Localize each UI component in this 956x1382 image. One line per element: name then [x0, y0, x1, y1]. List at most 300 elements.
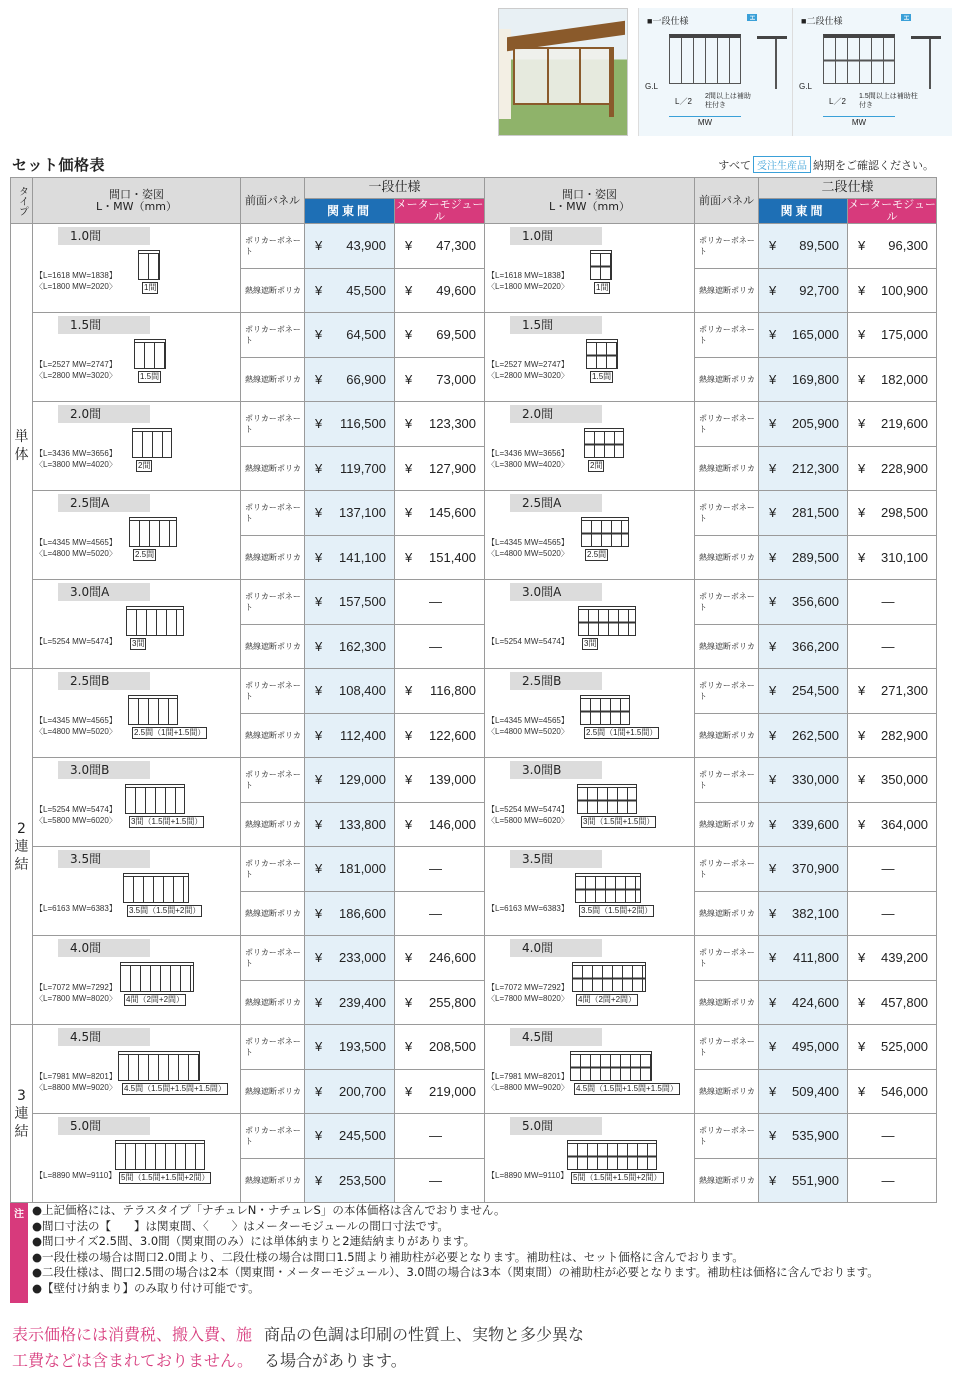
- price-kanto: [305, 713, 395, 758]
- price-value: —: [429, 594, 442, 610]
- type-char: 連: [14, 1105, 29, 1122]
- price-value: 310,100: [881, 549, 929, 565]
- size-dimensions: [35, 270, 117, 292]
- size-cell: [485, 402, 695, 491]
- yen-symbol: ¥: [315, 772, 323, 788]
- price-kanto: [759, 936, 848, 981]
- price-value: 246,600: [429, 950, 477, 966]
- size-label: 2.5間B: [510, 672, 602, 690]
- panel-type: 熱線遮断ポリカ: [241, 535, 305, 580]
- price-kanto: [759, 224, 848, 269]
- frame-diagram: [570, 1051, 678, 1095]
- price-value: 69,500: [436, 327, 477, 343]
- yen-symbol: ¥: [769, 238, 777, 254]
- table-row: [11, 1025, 937, 1070]
- price-value: —: [881, 905, 895, 921]
- yen-symbol: ¥: [405, 772, 413, 788]
- dimension-line: 【L=6163 MW=6383】: [487, 904, 569, 913]
- price-kanto: [305, 980, 395, 1025]
- price-value: 262,500: [792, 727, 840, 743]
- size-label: 1.0間: [58, 227, 150, 245]
- size-label: 4.5間: [510, 1028, 602, 1046]
- price-value: 49,600: [436, 282, 477, 298]
- price-value: 254,500: [792, 683, 840, 699]
- yen-symbol: ¥: [769, 638, 777, 654]
- panel-type: ポリカーボネート: [241, 936, 305, 981]
- yen-symbol: ¥: [769, 594, 777, 610]
- frame-diagram: [128, 695, 206, 739]
- notes-badge: 注: [10, 1203, 28, 1303]
- price-meter-module: [848, 1158, 937, 1203]
- dimension-line: 〈L=2800 MW=3020〉: [35, 371, 117, 380]
- size-dimensions: [35, 1170, 116, 1181]
- yen-symbol: ¥: [315, 371, 323, 387]
- price-meter-module: [848, 580, 937, 625]
- yen-symbol: ¥: [858, 727, 866, 743]
- price-meter-module: [848, 980, 937, 1025]
- panel-type: 熱線遮断ポリカ: [695, 891, 759, 936]
- yen-symbol: ¥: [858, 371, 866, 387]
- panel-type: ポリカーボネート: [241, 402, 305, 447]
- table-row: [11, 847, 937, 892]
- frame-diagram: [590, 250, 612, 294]
- price-value: 146,000: [429, 816, 477, 832]
- yen-symbol: ¥: [858, 1039, 866, 1055]
- price-meter-module: [848, 313, 937, 358]
- size-cell: [33, 224, 241, 313]
- price-value: 119,700: [339, 460, 386, 476]
- price-kanto: [305, 624, 395, 669]
- price-meter-module: [395, 446, 485, 491]
- yen-symbol: ¥: [769, 282, 777, 298]
- price-kanto: [305, 224, 395, 269]
- price-meter-module: [848, 357, 937, 402]
- yen-symbol: ¥: [858, 683, 866, 699]
- dimension-line: 【L=3436 MW=3656】: [487, 449, 569, 458]
- price-value: 64,500: [346, 327, 386, 343]
- size-label: 3.0間A: [58, 583, 150, 601]
- panel-type: 熱線遮断ポリカ: [241, 446, 305, 491]
- price-kanto: [759, 758, 848, 803]
- panel-type: ポリカーボネート: [695, 402, 759, 447]
- price-meter-module: [848, 1069, 937, 1114]
- price-value: 495,000: [792, 1039, 840, 1055]
- tax-disclaimer: 表示価格には消費税、搬入費、施工費などは含まれておりません。: [12, 1325, 253, 1370]
- diagram-caption: 3間（1.5間+1.5間）: [131, 817, 203, 826]
- yen-symbol: ¥: [858, 238, 866, 254]
- price-value: 145,600: [429, 505, 477, 521]
- yen-symbol: ¥: [405, 1083, 413, 1099]
- yen-symbol: ¥: [315, 638, 323, 654]
- size-label: 1.5間: [58, 316, 150, 334]
- yen-symbol: ¥: [315, 238, 323, 254]
- dimension-line: 【L=2527 MW=2747】: [487, 360, 569, 369]
- price-kanto: [759, 847, 848, 892]
- yen-symbol: ¥: [769, 950, 777, 966]
- price-value: —: [429, 1128, 442, 1144]
- price-value: 219,600: [881, 416, 929, 432]
- dimension-line: 〈L=1800 MW=2020〉: [487, 282, 569, 291]
- size-cell: [33, 580, 241, 669]
- diagram-caption: 3.5間（1.5間+2間）: [581, 906, 653, 915]
- yen-symbol: ¥: [769, 371, 777, 387]
- price-value: 350,000: [881, 772, 929, 788]
- panel-type: 熱線遮断ポリカ: [241, 268, 305, 313]
- frame-diagram: [126, 606, 184, 650]
- price-meter-module: [395, 313, 485, 358]
- price-value: 162,300: [339, 638, 386, 654]
- made-to-order-tag: 受注生産品: [753, 156, 811, 173]
- diagram-caption: 5間（1.5間+1.5間+2間）: [573, 1173, 662, 1182]
- yen-symbol: ¥: [769, 416, 777, 432]
- note-item: ● 間口サイズ2.5間、3.0間（関東間のみ）には単体納まりと2連結納まりがあります。: [32, 1234, 936, 1250]
- price-meter-module: [848, 491, 937, 536]
- panel-type: ポリカーボネート: [241, 491, 305, 536]
- yen-symbol: ¥: [315, 282, 323, 298]
- price-value: —: [881, 1172, 895, 1188]
- price-meter-module: [395, 1114, 485, 1159]
- price-kanto: [305, 1069, 395, 1114]
- price-value: 212,300: [792, 460, 840, 476]
- price-value: 551,900: [792, 1172, 840, 1188]
- frame-diagram: [577, 784, 655, 828]
- price-value: 133,800: [339, 816, 386, 832]
- yen-symbol: ¥: [769, 460, 777, 476]
- yen-symbol: ¥: [315, 416, 323, 432]
- yen-symbol: ¥: [315, 327, 323, 343]
- panel-type: 熱線遮断ポリカ: [241, 713, 305, 758]
- price-kanto: [305, 313, 395, 358]
- type-char: 体: [14, 447, 29, 463]
- price-kanto: [305, 758, 395, 803]
- one-spec-header: 一段仕様: [305, 178, 485, 199]
- panel-type: 熱線遮断ポリカ: [241, 891, 305, 936]
- diagram-caption: 5間（1.5間+1.5間+2間）: [121, 1173, 210, 1182]
- price-value: 186,600: [339, 905, 386, 921]
- note-item: ● 二段仕様は、間口2.5間の場合は2本（関東間・メーターモジュール）、3.0間の場合は3本（関東間）の補助柱が必要となります。補助柱は価格に含んでおります。: [32, 1265, 936, 1281]
- panel-type: 熱線遮断ポリカ: [695, 357, 759, 402]
- diagram-caption: 1間: [596, 283, 609, 292]
- yen-symbol: ¥: [315, 950, 323, 966]
- size-cell: [33, 847, 241, 936]
- price-value: 411,800: [792, 950, 840, 966]
- panel-type: ポリカーボネート: [695, 758, 759, 803]
- price-kanto: [305, 1158, 395, 1203]
- yen-symbol: ¥: [769, 1083, 777, 1099]
- price-kanto: [305, 891, 395, 936]
- diagram-caption: 2.5間（1間+1.5間）: [586, 728, 658, 737]
- size-label: 2.5間A: [58, 494, 150, 512]
- price-value: 141,100: [339, 549, 386, 565]
- dimension-line: 〈L=4800 MW=5020〉: [487, 549, 569, 558]
- size-cell: [33, 1114, 241, 1203]
- yen-symbol: ¥: [769, 994, 777, 1010]
- yen-symbol: ¥: [315, 727, 323, 743]
- frame-diagram: [581, 517, 629, 561]
- yen-symbol: ¥: [769, 772, 777, 788]
- price-value: 108,400: [339, 683, 386, 699]
- price-value: 165,000: [792, 327, 840, 343]
- size-cell: [33, 313, 241, 402]
- yen-symbol: ¥: [405, 683, 413, 699]
- price-meter-module: [395, 580, 485, 625]
- price-kanto: [305, 669, 395, 714]
- panel-type: 熱線遮断ポリカ: [695, 1158, 759, 1203]
- price-value: 122,600: [429, 727, 477, 743]
- size-label: 3.0間B: [510, 761, 602, 779]
- frame-diagram: [115, 1140, 210, 1184]
- price-value: —: [429, 1172, 442, 1188]
- size-dimensions: [35, 1071, 117, 1093]
- table-row: [11, 758, 937, 803]
- dimension-line: 【L=8890 MW=9110】: [487, 1171, 569, 1180]
- yen-symbol: ¥: [858, 950, 866, 966]
- diagram-caption: 4間（2間+2間）: [126, 995, 185, 1004]
- kanto-header: 関東間: [305, 199, 395, 224]
- yen-symbol: ¥: [858, 460, 866, 476]
- table-row: [11, 313, 937, 358]
- panel-type: 熱線遮断ポリカ: [695, 1069, 759, 1114]
- yen-symbol: ¥: [315, 1128, 323, 1144]
- price-value: 282,900: [881, 727, 929, 743]
- price-value: 424,600: [792, 994, 840, 1010]
- size-label: 2.0間: [510, 405, 602, 423]
- table-row: [11, 224, 937, 269]
- yen-symbol: ¥: [769, 816, 777, 832]
- dimension-line: 【L=7981 MW=8201】: [35, 1072, 117, 1081]
- yen-symbol: ¥: [769, 727, 777, 743]
- price-value: 228,900: [881, 460, 929, 476]
- size-cell: [33, 936, 241, 1025]
- size-dimensions: [487, 1170, 568, 1181]
- panel-type: ポリカーボネート: [695, 669, 759, 714]
- frame-diagram: [120, 962, 194, 1006]
- panel-type: ポリカーボネート: [241, 1114, 305, 1159]
- size-label: 3.0間A: [510, 583, 602, 601]
- price-kanto: [759, 402, 848, 447]
- dimension-line: 【L=4345 MW=4565】: [487, 716, 569, 725]
- size-label: 5.0間: [58, 1117, 150, 1135]
- size-dimensions: [487, 804, 569, 826]
- size-dimensions: [35, 359, 117, 381]
- yen-symbol: ¥: [315, 861, 323, 877]
- type-char: 3: [17, 1087, 26, 1104]
- size-label: 3.5間: [510, 850, 602, 868]
- price-value: 546,000: [881, 1083, 929, 1099]
- price-kanto: [305, 268, 395, 313]
- price-value: 169,800: [792, 371, 840, 387]
- price-value: —: [429, 861, 442, 877]
- size-dimensions: [35, 448, 117, 470]
- price-meter-module: [848, 268, 937, 313]
- yen-symbol: ¥: [769, 683, 777, 699]
- yen-symbol: ¥: [315, 683, 323, 699]
- size-dimensions: [487, 359, 569, 381]
- yen-symbol: ¥: [405, 950, 413, 966]
- yen-symbol: ¥: [405, 238, 413, 254]
- price-value: 366,200: [792, 638, 840, 654]
- type-char: 結: [14, 1123, 29, 1140]
- yen-symbol: ¥: [769, 1039, 777, 1055]
- price-meter-module: [395, 847, 485, 892]
- dimension-line: 〈L=4800 MW=5020〉: [487, 727, 569, 736]
- dimension-line: 【L=4345 MW=4565】: [35, 716, 117, 725]
- diagram-caption: 3.5間（1.5間+2間）: [129, 906, 201, 915]
- size-dimensions: [487, 448, 569, 470]
- price-meter-module: [848, 713, 937, 758]
- size-header: 間口・姿図 L・MW（mm）: [33, 178, 241, 224]
- price-value: 100,900: [881, 282, 929, 298]
- yen-symbol: ¥: [769, 1172, 777, 1188]
- dimension-line: 【L=4345 MW=4565】: [35, 538, 117, 547]
- price-meter-module: [395, 1069, 485, 1114]
- price-kanto: [759, 713, 848, 758]
- size-dimensions: [35, 804, 117, 826]
- price-meter-module: [395, 936, 485, 981]
- price-value: 151,400: [429, 549, 477, 565]
- size-dimensions: [487, 903, 569, 914]
- yen-symbol: ¥: [315, 594, 323, 610]
- price-meter-module: [848, 891, 937, 936]
- size-dimensions: [35, 636, 117, 647]
- yen-symbol: ¥: [405, 1039, 413, 1055]
- panel-type: 熱線遮断ポリカ: [241, 1069, 305, 1114]
- diagram-caption: 4.5間（1.5間+1.5間+1.5間）: [576, 1084, 678, 1093]
- price-value: 43,900: [346, 238, 386, 254]
- price-value: 92,700: [799, 282, 840, 298]
- panel-type: 熱線遮断ポリカ: [241, 980, 305, 1025]
- yen-symbol: ¥: [769, 549, 777, 565]
- price-kanto: [759, 446, 848, 491]
- frame-diagram: [134, 339, 166, 383]
- size-label: 2.0間: [58, 405, 150, 423]
- panel-type: ポリカーボネート: [695, 224, 759, 269]
- price-value: 116,800: [429, 683, 477, 699]
- panel-type: ポリカーボネート: [241, 669, 305, 714]
- yen-symbol: ¥: [315, 1039, 323, 1055]
- dimension-line: 【L=1618 MW=1838】: [35, 271, 117, 280]
- price-kanto: [759, 1069, 848, 1114]
- price-value: 200,700: [339, 1083, 386, 1099]
- frame-diagram: [132, 428, 172, 472]
- kanto-header-2: 関東間: [759, 199, 848, 224]
- diagram-caption: 1.5間: [592, 372, 612, 381]
- price-value: 255,800: [429, 994, 477, 1010]
- price-kanto: [305, 1025, 395, 1070]
- yen-symbol: ¥: [405, 416, 413, 432]
- panel-header-2: 前面パネル: [695, 178, 759, 224]
- dimension-line: 【L=8890 MW=9110】: [35, 1171, 117, 1180]
- price-kanto: [759, 357, 848, 402]
- yen-symbol: ¥: [405, 549, 413, 565]
- price-kanto: [305, 1114, 395, 1159]
- price-value: 89,500: [799, 238, 840, 254]
- price-kanto: [305, 847, 395, 892]
- price-meter-module: [848, 1025, 937, 1070]
- price-meter-module: [395, 402, 485, 447]
- price-kanto: [759, 669, 848, 714]
- price-value: 112,400: [339, 727, 386, 743]
- price-meter-module: [848, 847, 937, 892]
- panel-type: 熱線遮断ポリカ: [241, 357, 305, 402]
- dimension-line: 〈L=2800 MW=3020〉: [487, 371, 569, 380]
- yen-symbol: ¥: [769, 327, 777, 343]
- price-kanto: [305, 535, 395, 580]
- yen-symbol: ¥: [315, 505, 323, 521]
- yen-symbol: ¥: [405, 460, 413, 476]
- price-kanto: [759, 535, 848, 580]
- type-group-label: [11, 224, 33, 669]
- price-value: 245,500: [339, 1128, 386, 1144]
- dimension-line: 〈L=4800 MW=5020〉: [35, 549, 117, 558]
- one-spec-diagram: ■ 一段仕様 H G.L L／2 2間以上は補助柱付き MW: [638, 8, 798, 136]
- panel-type: ポリカーボネート: [695, 491, 759, 536]
- price-kanto: [305, 802, 395, 847]
- yen-symbol: ¥: [858, 1083, 866, 1099]
- diagram-caption: 1間: [144, 283, 157, 292]
- yen-symbol: ¥: [315, 816, 323, 832]
- price-value: 509,400: [792, 1083, 840, 1099]
- size-cell: [485, 847, 695, 936]
- price-value: 233,000: [339, 950, 386, 966]
- price-meter-module: [395, 802, 485, 847]
- yen-symbol: ¥: [405, 994, 413, 1010]
- price-value: 208,500: [429, 1039, 477, 1055]
- size-cell: [33, 1025, 241, 1114]
- panel-type: 熱線遮断ポリカ: [241, 802, 305, 847]
- dimension-line: 〈L=3800 MW=4020〉: [487, 460, 569, 469]
- size-cell: [485, 758, 695, 847]
- dimension-line: 【L=3436 MW=3656】: [35, 449, 117, 458]
- price-value: 439,200: [881, 950, 929, 966]
- price-meter-module: [395, 1158, 485, 1203]
- price-meter-module: [395, 624, 485, 669]
- table-row: [11, 580, 937, 625]
- panel-type: ポリカーボネート: [241, 758, 305, 803]
- dimension-line: 【L=4345 MW=4565】: [487, 538, 569, 547]
- table-row: [11, 936, 937, 981]
- price-value: 116,500: [339, 416, 386, 432]
- price-meter-module: [395, 980, 485, 1025]
- price-value: 535,900: [792, 1128, 840, 1144]
- price-kanto: [759, 624, 848, 669]
- price-value: 129,000: [339, 772, 386, 788]
- panel-type: 熱線遮断ポリカ: [241, 1158, 305, 1203]
- price-value: 525,000: [881, 1039, 929, 1055]
- dimension-line: 〈L=5800 MW=6020〉: [487, 816, 569, 825]
- size-header-2: 間口・姿図 L・MW（mm）: [485, 178, 695, 224]
- type-char: 2: [17, 820, 26, 837]
- yen-symbol: ¥: [769, 505, 777, 521]
- size-cell: [485, 936, 695, 1025]
- panel-type: ポリカーボネート: [695, 847, 759, 892]
- price-value: 457,800: [881, 994, 929, 1010]
- note-item: ● 間口寸法の【 】は関東間、〈 〉はメーターモジュールの間口寸法です。: [32, 1219, 936, 1235]
- price-value: 289,500: [792, 549, 840, 565]
- frame-diagram: [586, 339, 618, 383]
- price-meter-module: [848, 535, 937, 580]
- size-dimensions: [487, 982, 569, 1004]
- price-kanto: [305, 936, 395, 981]
- price-value: —: [881, 1128, 895, 1144]
- panel-type: ポリカーボネート: [241, 847, 305, 892]
- type-char: 結: [14, 856, 29, 873]
- frame-diagram: [567, 1140, 662, 1184]
- price-value: 281,500: [792, 505, 840, 521]
- yen-symbol: ¥: [769, 1128, 777, 1144]
- panel-type: 熱線遮断ポリカ: [695, 446, 759, 491]
- yen-symbol: ¥: [315, 460, 323, 476]
